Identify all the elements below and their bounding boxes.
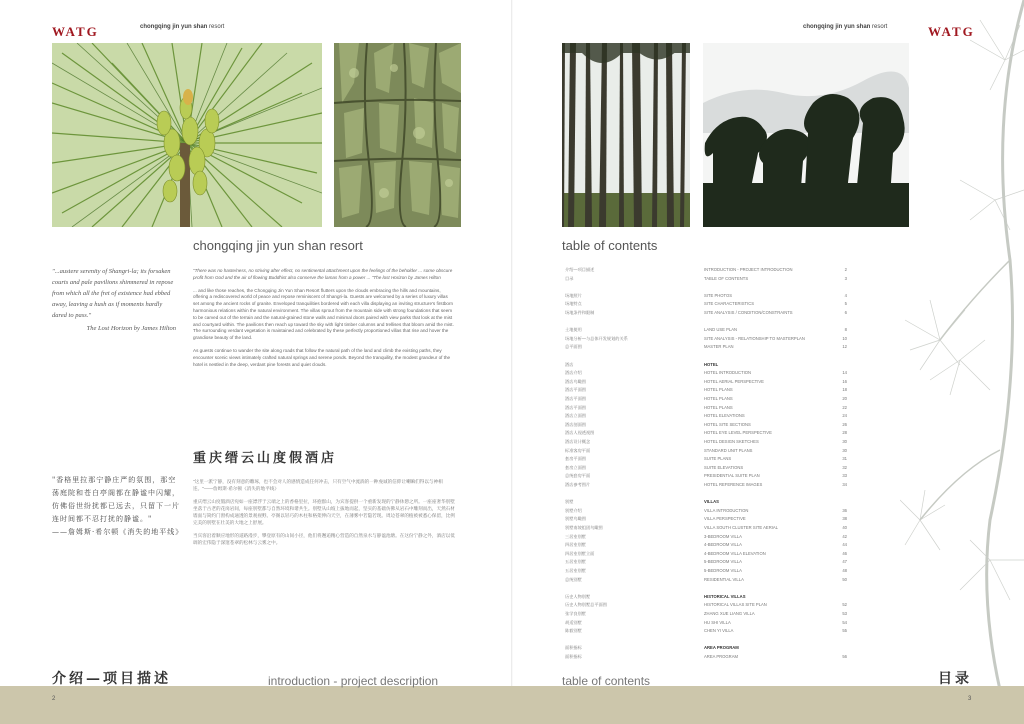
toc-english-label: HOTEL EYE LEVEL PERSPECTIVE [704,430,772,436]
toc-english-label: HOTEL PLANS [704,404,733,410]
toc-english-label: HOTEL AERIAL PERSPECTIVE [704,378,764,384]
toc-english-label: AREA PROGRAM [704,645,739,651]
toc-row [565,335,845,342]
toc-chinese-label: 场地特点 [565,301,582,307]
footer-chinese-title-left: 介绍—项目描述 [52,671,171,687]
toc-page-number: 33 [842,473,847,479]
toc-chinese-label: 历史人物别墅 [565,593,591,599]
toc-english-label: ZHANG XUE LIANG VILLA [704,611,755,616]
toc-english-label: VILLAS [704,499,719,505]
toc-page-number: 54 [842,619,847,625]
toc-row [565,472,845,479]
toc-chinese-label: 酒店平面图 [565,396,586,401]
toc-page-number: 34 [842,482,847,487]
toc-page-number: 38 [842,516,847,522]
cn-body-paragraph-1: "这里一派宁静，没有刻意的雕琢，也不会对人的感情造成任何冲击，只有空气中流淌的一种虔诚的信仰让喇嘛们得以与神相连。"——詹姆斯·希尔顿《消失的地平线》 [193,479,443,491]
page-number-right: 3 [968,696,972,702]
toc-page-number: 26 [842,421,847,427]
toc-english-label: VILLA PERSPECTIVE [704,516,746,522]
toc-chinese-label: 五居室别墅 [565,568,586,573]
toc-page-number: 36 [842,507,847,513]
toc-english-label: SITE CHARACTERISTICS [704,301,755,307]
toc-page-number: 55 [842,628,847,634]
toc-row [565,326,845,333]
toc-page-number: 16 [842,378,847,384]
toc-chinese-label: 酒店平面图 [565,404,586,410]
toc-page-number: 56 [842,654,847,659]
toc-english-label: SUITE PLANS [704,456,732,462]
toc-english-label: 5-BEDROOM VILLA [704,559,742,565]
toc-chinese-label: 场地照片 [565,292,582,298]
toc-row [565,429,845,436]
toc-chinese-label: 五居室别墅 [565,559,586,565]
body-lead-paragraph: "There was no haste/ness, no striving after effect, no sentimental attachment upon the feelings of the beholder ... some obscure profit from God and the air of flowing Buddhist also conserve the lamas from a power ... "The lost Horizon by James Hilton [193,268,453,280]
toc-page-number: 53 [842,611,847,616]
toc-english-label: CHEN YI VILLA [704,628,734,634]
section-title-toc: table of contents [562,238,658,253]
footer-chinese-title-right: 目录 [938,671,972,687]
toc-row [565,550,845,557]
pine-bark-photo [334,43,461,227]
toc-page-number: 10 [842,335,847,341]
toc-chinese-label: 总统别墅 [565,576,582,582]
toc-chinese-label: 酒店人视透视图 [565,430,595,436]
toc-row [565,292,845,299]
toc-page-number: 44 [842,542,847,548]
toc-english-label: HISTORICAL VILLAS SITE PLAN [704,602,767,608]
pine-branch-decoration [900,0,1024,690]
running-title-suffix-right: resort [872,24,888,30]
toc-chinese-label: 酒店参考图片 [565,482,591,487]
toc-row [565,558,845,565]
toc-chinese-label: 介绍—项目描述 [565,267,595,272]
toc-row [565,593,845,600]
footer-english-title-right: table of contents [562,674,651,688]
toc-english-label: HOTEL DESIGN SKETCHES [704,439,759,444]
chinese-body-text [193,478,459,552]
toc-chinese-label: 别墅南坡组团鸟瞰图 [565,525,603,530]
toc-page-number: 31 [842,456,847,462]
toc-page-number: 5 [844,301,847,307]
toc-page-number: 40 [842,525,847,530]
toc-chinese-label: 套房平面图 [565,456,586,462]
toc-row [565,266,845,273]
toc-row [565,576,845,583]
toc-row [565,300,845,307]
toc-row [565,524,845,531]
toc-row [565,412,845,419]
toc-english-label: 5-BEDROOM VILLA [704,568,742,573]
toc-chinese-label: 四居室别墅立面 [565,550,595,556]
toc-row [565,438,845,445]
forest-trunks-photo [562,43,690,227]
toc-chinese-label: 酒店 [565,361,574,367]
toc-row [565,378,845,385]
toc-page-number: 30 [842,447,847,453]
toc-chinese-label: 标准客房平面 [565,447,591,453]
shangri-la-quote [52,266,176,334]
toc-page-number: 3 [844,275,847,281]
toc-page-number: 42 [842,533,847,539]
toc-english-label: SITE PHOTOS [704,292,733,298]
toc-english-label: HOTEL ELEVATIONS [704,413,745,419]
toc-page-number: 20 [842,396,847,401]
toc-row [565,567,845,574]
toc-chinese-label: 总统套房平面 [565,473,591,479]
toc-page-number: 46 [842,550,847,556]
page-number-left: 2 [52,696,56,702]
chinese-title: 重庆缙云山度假酒店 [193,451,338,466]
running-title-suffix: resort [209,24,225,30]
toc-row [565,533,845,540]
toc-row [565,318,845,325]
toc-page-number: 32 [842,464,847,470]
toc-chinese-label: 总平面图 [565,344,582,350]
toc-english-label: VILLA INTRODUCTION [704,507,749,513]
toc-english-label: PRESIDENTIAL SUITE PLAN [704,473,760,479]
toc-row [565,584,845,591]
toc-english-label: HOTEL PLANS [704,396,733,401]
toc-page-number: 22 [842,404,847,410]
page-gutter [511,0,513,686]
toc-chinese-label: 土地使用 [565,327,582,333]
toc-row [565,275,845,282]
watg-logo-right: WATG [928,24,975,39]
toc-english-label: SITE ANALYSIS - RELATIONSHIP TO MASTERPLAN [704,335,805,341]
toc-page-number: 24 [842,413,847,419]
toc-chinese-label: 酒店鸟瞰图 [565,378,586,384]
running-title-main-right: chongqing jin yun shan [803,24,871,30]
toc-row [565,309,845,316]
running-title-right [803,24,887,30]
toc-chinese-label: 三居室别墅 [565,533,586,539]
toc-chinese-label: 酒店介绍 [565,370,582,376]
toc-row [565,619,845,626]
watg-logo: WATG [52,24,99,39]
toc-row [565,283,845,290]
toc-row [565,498,845,505]
toc-english-label: SITE ANALYSIS / CONDITION/CONSTRAINTS [704,310,793,315]
pine-silhouette-photo [703,43,909,227]
running-title-main: chongqing jin yun shan [140,24,208,30]
toc-page-number: 18 [842,387,847,393]
toc-english-label: HOTEL PLANS [704,387,733,393]
toc-row [565,610,845,617]
body-paragraph-1: ... and like those reaches, the Chongqing Jin Yun Shan Resort flutters upon the clouds embracing the hills and mountains, offering a rediscovered world of peace and repose reminiscent of Shangri-la. Guests are welcomed by a series of luxury villas set among the ancient rocks of granite. Enveloped tranquilities bordered with each villa displaying an inviting structure's firstborn harmonious relations within the natural environment. The villas sprout from the mountain side with strong foundations that seem to be carved out of the terrain and the natural-grained stone walls and minimal doors paired with view parks that look at the mist and courtyard within. The pavilions then reach up toward the sky with light timber columns and trellises that bloom amid the mist. The surrounding verdant vegetation is maintained and celebrated by these perfectly proportioned villas that rise and hover the grandiose beauty of the land. [193,287,454,341]
toc-english-label: HOTEL [704,361,719,367]
toc-page-number: 28 [842,430,847,436]
toc-chinese-label: 面积指标 [565,645,582,651]
toc-chinese-label: 别墅介绍 [565,507,582,513]
toc-chinese-label: 酒店平面图 [565,387,586,393]
toc-row [565,490,845,497]
toc-english-label: 3-BEDROOM VILLA [704,533,742,539]
toc-row [565,653,845,660]
toc-chinese-label: 陈毅别墅 [565,628,582,634]
cn-body-paragraph-3: 当宾客沿着顺应地形的道路漫步，攀登原有的山间小径，他们将邂逅精心营造的自然泉水与静谧池塘。在这份宁静之外，酒店以低调的宏伟隐于深邃苍翠的松林与云雾之中。 [193,533,455,545]
toc-row [565,455,845,462]
toc-row [565,636,845,643]
quote-text: "...austere serenity of Shangri-la; its forsaken courts and pale pavilions shimmered in repose from which all the fret of existence had ebbed away, leaving a hush as if moments hardly dared to pass." [52,268,174,319]
cn-body-paragraph-2: 重庆缙云山度假酒店宛如一座漂浮于云端之上的香格里拉，环抱群山，为宾客提供一个重新发现的宁静休憩之所。一座座奢华别墅坐落于古老的花岗岩间，每座别墅都与自然环境和谐共生。别墅从山坡上拔地而起，坚实的基础仿佛从岩石中雕刻而出，天然石材墙面与简约门窗构成通透的景观视野。亭阁以轻巧的木柱和格架伸向天空，在薄雾中若隐若现。周边苍翠的植被被悉心保留，比例完美的别墅在壮美的大地之上舒展。 [193,499,455,525]
toc-row [565,464,845,471]
quote-attribution: The Lost Horizon by James Hilton [86,325,176,332]
toc-page-number: 47 [842,559,847,565]
toc-page-number: 4 [844,292,847,298]
footer-english-title-left: introduction - project description [268,674,439,688]
toc-english-label: RESIDENTIAL VILLA [704,576,744,582]
toc-page-number: 50 [842,576,847,582]
toc-row [565,601,845,608]
toc-row [565,541,845,548]
toc-row [565,421,845,428]
toc-row [565,395,845,402]
toc-page-number: 14 [842,370,847,376]
toc-english-label: VILLA SOUTH CLUSTER SITE AERIAL [704,525,779,530]
toc-row [565,352,845,359]
toc-chinese-label: 目录 [565,275,574,281]
toc-row [565,386,845,393]
toc-page-number: 52 [842,602,847,608]
toc-row [565,361,845,368]
toc-page-number: 48 [842,568,847,573]
toc-english-label: STANDARD UNIT PLANS [704,447,753,453]
toc-row [565,343,845,350]
toc-chinese-label: 酒店设计概念 [565,439,591,444]
toc-row [565,507,845,514]
toc-chinese-label: 别墅 [565,499,574,505]
toc-row [565,447,845,454]
toc-english-label: LAND USE PLAN [704,327,738,333]
toc-chinese-label: 胡适别墅 [565,619,582,625]
toc-chinese-label: 场地条件和限制 [565,310,595,315]
toc-english-label: MASTER PLAN [704,344,734,350]
footer-band [0,686,1024,724]
toc-row [565,627,845,634]
toc-row [565,369,845,376]
toc-chinese-label: 四居室别墅 [565,542,586,548]
toc-english-label: HOTEL INTRODUCTION [704,370,752,376]
toc-english-label: 4-BEDROOM VILLA [704,542,742,548]
toc-page-number: 12 [842,344,847,350]
toc-page-number: 30 [842,439,847,444]
toc-page-number: 2 [844,267,847,272]
toc-page-number: 6 [844,310,847,315]
toc-english-label: AREA PROGRAM [704,654,738,659]
toc-chinese-label: 面积指标 [565,654,582,659]
english-body-text [193,268,455,374]
toc-chinese-label: 历史人物别墅总平面图 [565,602,607,608]
pine-cone-photo [52,43,322,227]
running-title [140,24,224,30]
toc-english-label: 4-BEDROOM VILLA ELEVATION [704,550,766,556]
toc-chinese-label: 别墅鸟瞰图 [565,516,586,522]
toc-english-label: HOTEL REFERENCE IMAGES [704,482,763,487]
toc-english-label: HU SHI VILLA [704,619,731,625]
section-title-resort: chongqing jin yun shan resort [193,238,363,253]
toc-row [565,644,845,651]
toc-english-label: HISTORICAL VILLAS [704,593,746,599]
toc-english-label: SUITE ELEVATIONS [704,464,744,470]
toc-chinese-label: 场地分析—与总体开发规划的关系 [565,335,628,341]
toc-chinese-label: 套房立面图 [565,464,586,470]
toc-row [565,404,845,411]
toc-english-label: TABLE OF CONTENTS [704,275,749,281]
toc-chinese-label: 酒店立面图 [565,413,586,419]
toc-page-number: 8 [844,327,847,333]
toc-chinese-label: 张学良别墅 [565,611,586,616]
body-paragraph-2: As guests continue to wander the site along roads that follow the natural path of the land and climb the existing paths, they encounter scenic views intimately crafted natural springs and serene ponds. Beyond the tranquility, the modest grandeur of the hotel is nestled in the deep, verdant pine forests and quiet clouds. [193,347,451,367]
toc-english-label: INTRODUCTION - PROJECT INTRODUCTION [704,267,793,272]
toc-row [565,481,845,488]
toc-row [565,515,845,522]
chinese-quote: "香格里拉那宁静庄严的氛围，那空荡庭院和苍白亭阁都在静谧中闪耀，仿佛俗世纷扰都已远去，只留下一片连时间都不忍打扰的静谧。" ——詹姆斯·希尔顿《消失的地平线》 [52,476,184,536]
toc-chinese-label: 酒店剖面图 [565,421,586,427]
toc-english-label: HOTEL SITE SECTIONS [704,421,751,427]
